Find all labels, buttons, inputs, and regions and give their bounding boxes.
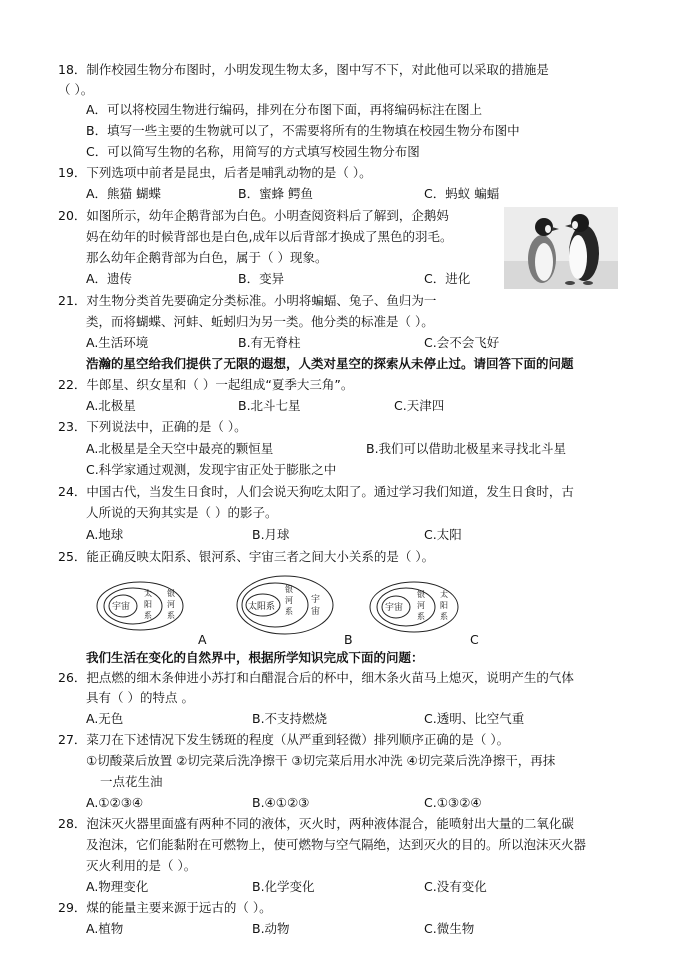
q25-figure-c (368, 580, 460, 634)
section-heading-changes: 我们生活在变化的自然界中，根据所学知识完成下面的问题： (86, 650, 424, 665)
q24-option-a: A.地球 (86, 527, 124, 542)
q28-stem-line3: 灭火利用的是（ ）。 (86, 858, 197, 873)
q26-stem-line1: 26．把点燃的细木条伸进小苏打和白醋混合后的杯中，细木条火苗马上熄灭，说明产生的气体 (58, 670, 574, 685)
q26-stem-line2: 具有（ ）的特点 。 (86, 690, 194, 705)
q29-option-a: A.植物 (86, 921, 124, 936)
fig-c-outer-label: 太阳系 (440, 590, 448, 621)
fig-a-outer-label: 银河系 (167, 589, 175, 620)
q22-stem: 22．牛郎星、织女星和（ ）一起组成“夏季大三角”。 (58, 377, 354, 392)
q19-option-b: B．蜜蜂 鳄鱼 (238, 186, 314, 201)
q26-option-b: B.不支持燃烧 (252, 711, 328, 726)
q22-option-a: A.北极星 (86, 398, 136, 413)
q27-stem-line1: 27．菜刀在下述情况下发生锈斑的程度（从严重到轻微）排列顺序正确的是（ ）。 (58, 732, 510, 747)
q19-stem: 19．下列选项中前者是昆虫，后者是哺乳动物的是（ ）。 (58, 165, 372, 180)
q25-figure-b (235, 574, 335, 636)
section-heading-stars: 浩瀚的星空给我们提供了无限的遐想，人类对星空的探索从未停止过。请回答下面的问题 (86, 356, 574, 371)
q22-option-b: B.北斗七星 (238, 398, 301, 413)
q29-option-c: C.微生物 (424, 921, 475, 936)
q25-label-b: B (344, 632, 353, 647)
penguin-photo (504, 207, 618, 289)
q21-option-b: B.有无脊柱 (238, 335, 301, 350)
q25-stem: 25．能正确反映太阳系、银河系、宇宙三者之间大小关系的是（ ）。 (58, 549, 435, 564)
fig-c-mid-label: 银河系 (417, 590, 425, 621)
q26-option-a: A.无色 (86, 711, 124, 726)
q28-option-b: B.化学变化 (252, 879, 315, 894)
q21-option-a: A.生活环境 (86, 335, 149, 350)
q28-stem-line2: 及泡沫，它们能黏附在可燃物上，使可燃物与空气隔绝，达到灭火的目的。所以泡沫灭火器 (86, 837, 587, 852)
q20-option-a: A．遗传 (86, 271, 133, 286)
q23-option-b: B.我们可以借助北极星来寻找北斗星 (366, 441, 567, 456)
q22-option-c: C.天津四 (394, 398, 445, 413)
q25-label-c: C (470, 632, 479, 647)
q27-stem-line2: ①切酸菜后放置 ②切完菜后洗净擦干 ③切完菜后用水冲洗 ④切完菜后洗净擦干，再抹 (86, 753, 556, 768)
q18-stem-line1: 18．制作校园生物分布图时，小明发现生物太多，图中写不下，对此他可以采取的措施是 (58, 62, 549, 77)
q27-stem-line3: 一点花生油 (100, 774, 163, 789)
q23-option-c: C.科学家通过观测，发现宇宙正处于膨胀之中 (86, 462, 337, 477)
q28-option-c: C.没有变化 (424, 879, 487, 894)
q20-stem-line3: 那么幼年企鹅背部为白色，属于（ ）现象。 (86, 250, 328, 265)
q25-figure-a (95, 580, 185, 632)
fig-b-outer-label: 宇宙 (311, 595, 321, 617)
q18-stem-line2: （ ）。 (58, 82, 94, 97)
q28-stem-line1: 28．泡沫灭火器里面盛有两种不同的液体，灭火时，两种液体混合，能喷射出大量的二氧化碳 (58, 816, 574, 831)
fig-c-inner-label: 宇宙 (385, 603, 404, 613)
fig-b-mid-label: 银河系 (285, 585, 293, 616)
q20-option-c: C．进化 (424, 271, 471, 286)
q27-option-b: B.④①②③ (252, 795, 310, 810)
q19-option-c: C．蚂蚁 蝙蝠 (424, 186, 500, 201)
fig-a-mid-label: 太阳系 (144, 589, 152, 620)
q19-option-a: A．熊猫 蝴蝶 (86, 186, 162, 201)
q26-option-c: C.透明、比空气重 (424, 711, 525, 726)
q27-option-a: A.①②③④ (86, 795, 144, 810)
q20-stem-line2: 妈在幼年的时候背部也是白色,成年以后背部才换成了黑色的羽毛。 (86, 229, 453, 244)
q18-option-a: A．可以将校园生物进行编码，排列在分布图下面，再将编码标注在图上 (86, 102, 483, 117)
q21-option-c: C.会不会飞好 (424, 335, 500, 350)
q24-option-c: C.太阳 (424, 527, 462, 542)
q29-option-b: B.动物 (252, 921, 290, 936)
q24-stem-line1: 24．中国古代，当发生日食时，人们会说天狗吃太阳了。通过学习我们知道，发生日食时，古 (58, 484, 574, 499)
q29-stem: 29．煤的能量主要来源于远古的（ ）。 (58, 900, 272, 915)
q18-option-b: B．填写一些主要的生物就可以了，不需要将所有的生物填在校园生物分布图中 (86, 123, 520, 138)
q18-option-c: C．可以简写生物的名称，用简写的方式填写校园生物分布图 (86, 144, 420, 159)
q21-stem-line2: 类，而将蝴蝶、河蚌、蚯蚓归为另一类。他分类的标准是（ ）。 (86, 314, 434, 329)
fig-a-inner-label: 宇宙 (112, 602, 131, 612)
q21-stem-line1: 21．对生物分类首先要确定分类标准。小明将蝙蝠、兔子、鱼归为一 (58, 293, 437, 308)
q28-option-a: A.物理变化 (86, 879, 149, 894)
q25-label-a: A (198, 632, 207, 647)
q23-stem: 23．下列说法中，正确的是（ ）。 (58, 419, 247, 434)
q20-option-b: B．变异 (238, 271, 285, 286)
q23-option-a: A.北极星是全天空中最亮的颗恒星 (86, 441, 274, 456)
q27-option-c: C.①③②④ (424, 795, 482, 810)
fig-b-inner-label: 太阳系 (248, 602, 276, 612)
q20-stem-line1: 20．如图所示，幼年企鹅背部为白色。小明查阅资料后了解到，企鹅妈 (58, 208, 449, 223)
q24-option-b: B.月球 (252, 527, 290, 542)
q24-stem-line2: 人所说的天狗其实是（ ）的影子。 (86, 505, 278, 520)
